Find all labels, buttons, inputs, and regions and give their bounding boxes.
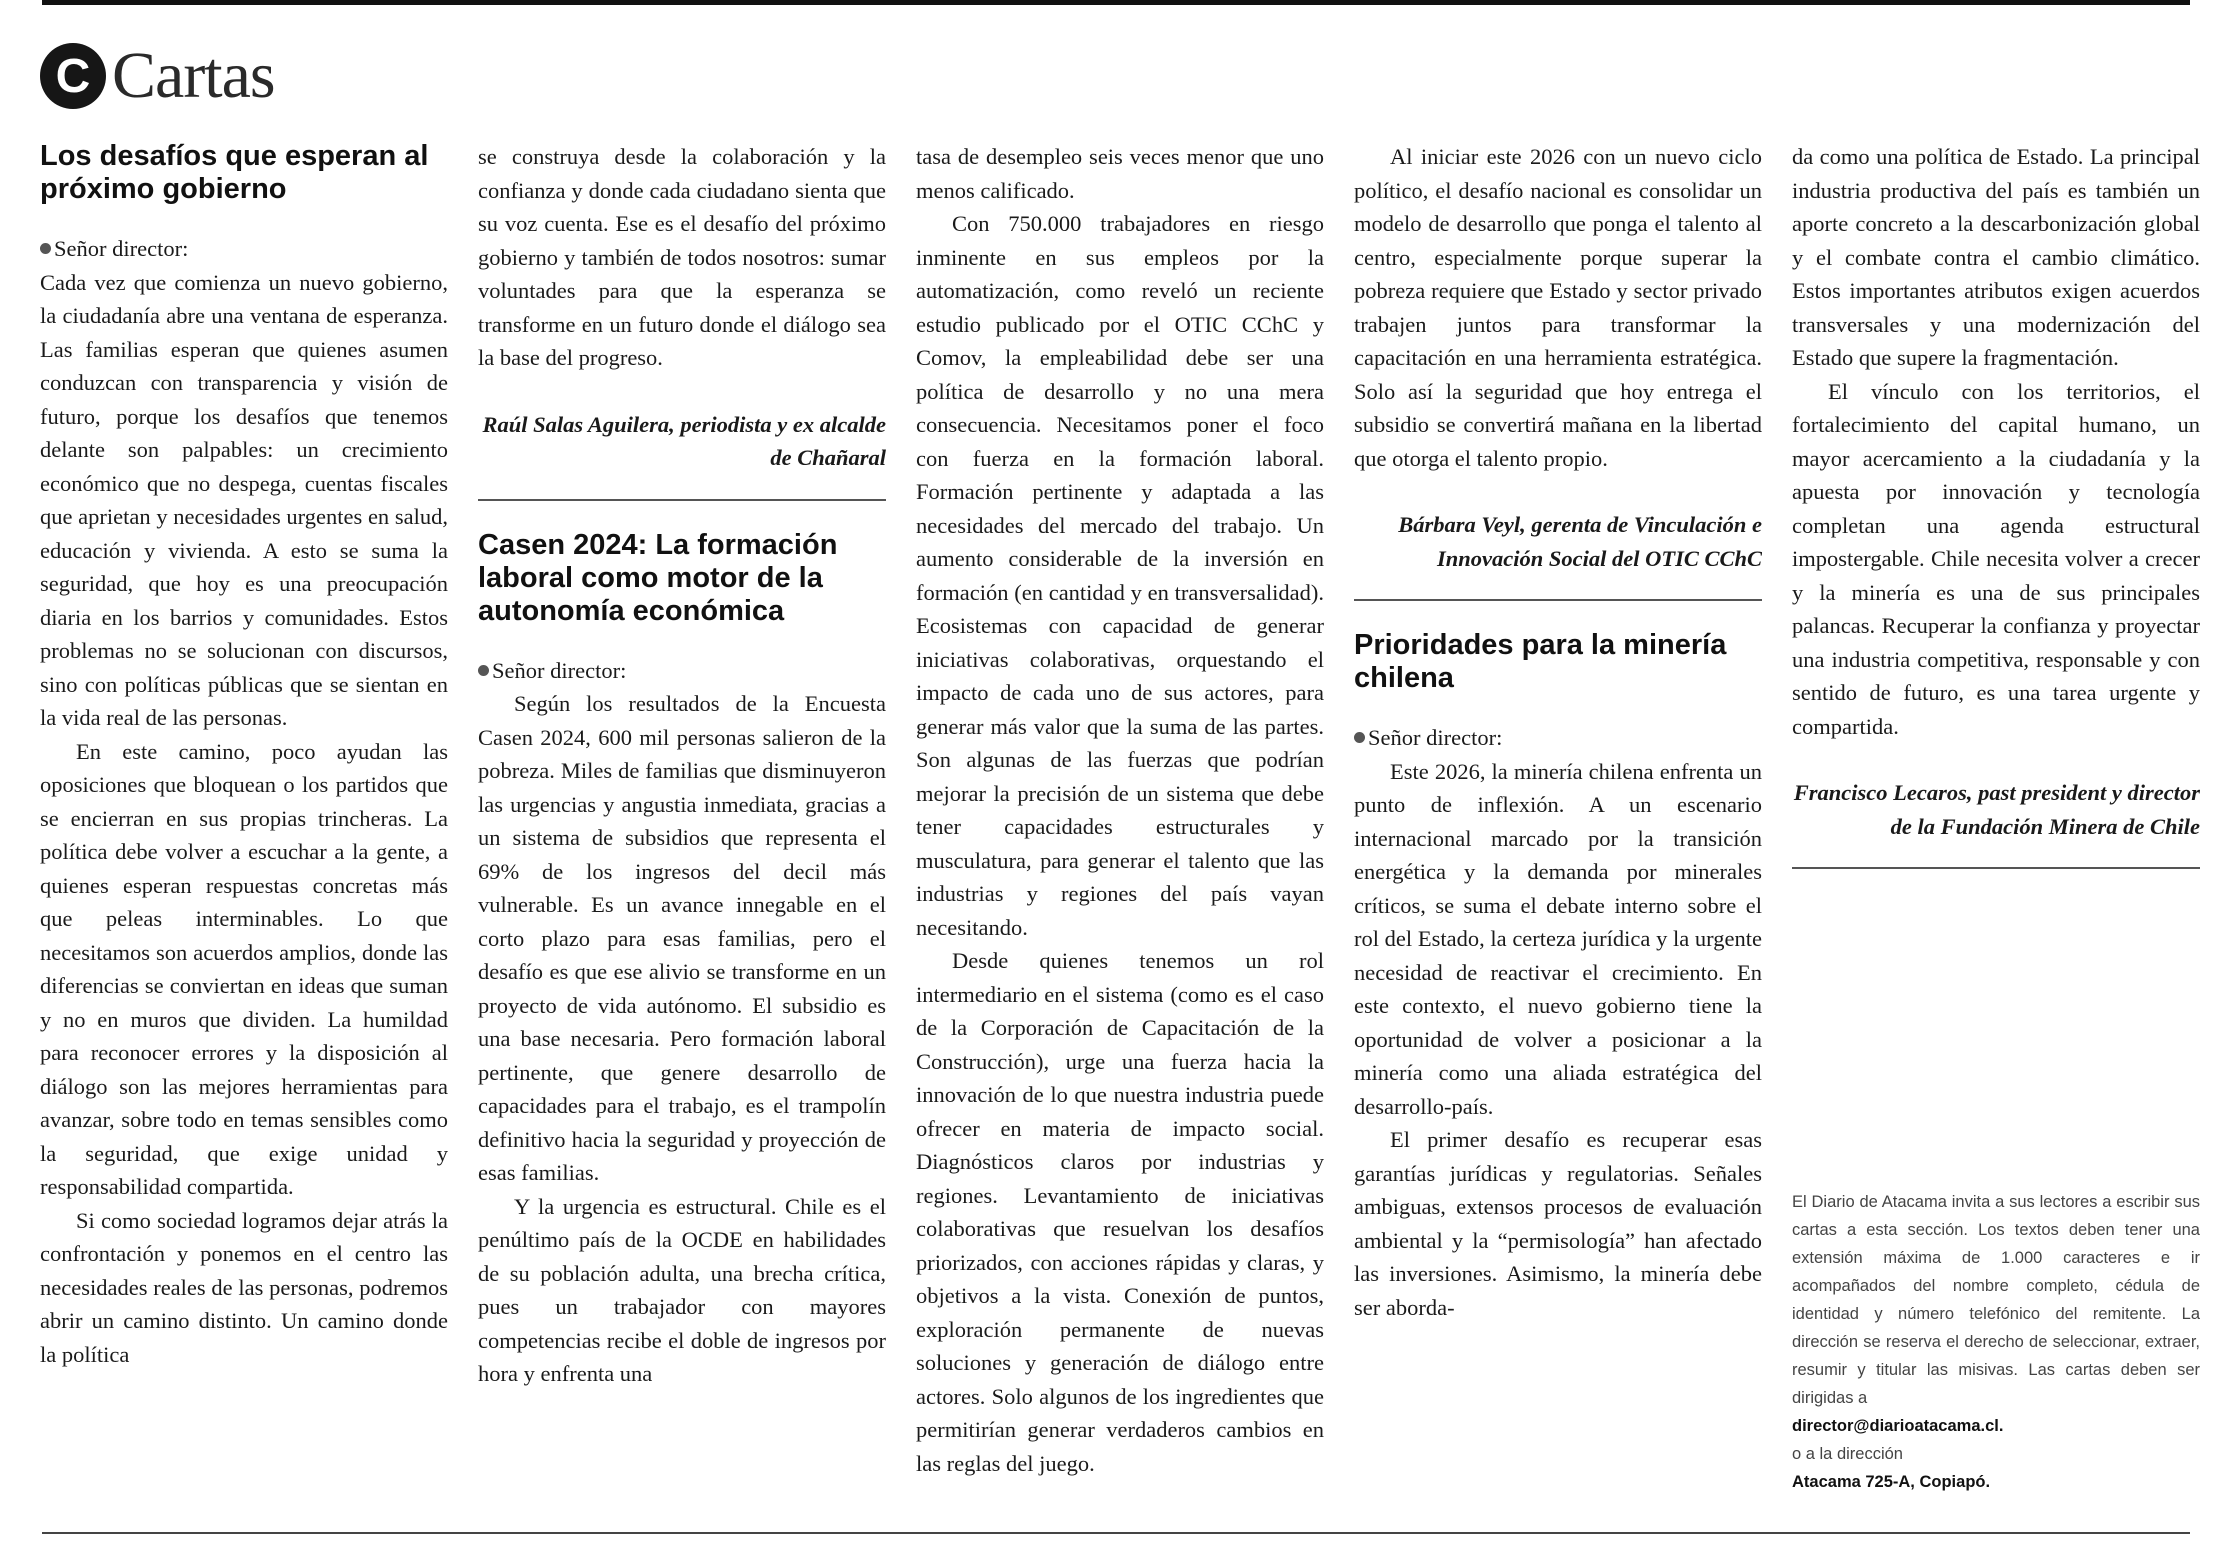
section-logo-icon: C bbox=[40, 43, 106, 109]
letter-3-paragraph: El vínculo con los territorios, el fortalecimiento del capital humano, un mayor acercamiento a la ciudadanía y la apuesta por innovación y tecnología completan una agenda estructural impostergable. Chile necesita volver a crecer y la minería es una de sus principales palancas. Recuperar la confianza y proyectar una industria competitiva, responsable y con sentido de futuro, es una tarea urgente y compartida. bbox=[1792, 378, 2200, 739]
submission-notice-address: Atacama 725-A, Copiapó. bbox=[1792, 1473, 1991, 1491]
letter-1-signature: Raúl Salas Aguilera, periodista y ex alcalde de Chañaral bbox=[482, 411, 886, 470]
letter-2-paragraph: Desde quienes tenemos un rol intermediario en el sistema (como es el caso de la Corporación de Capacitación de la Construcción), urge una fuerza hacia la innovación de lo que nuestra industria puede ofrecer en materia de impacto social. Diagnósticos claros por industrias y regiones. Levantamiento de iniciativas colaborativas que resuelvan los desafíos priorizados, con acciones rápidas y claras, y objetivos a la vista. Conexión de puntos, exploración permanente de nuevas soluciones y generación de diálogo entre actores. Solo algunos de los ingredientes que permitirían generar verdaderos cambios en las reglas del juego. bbox=[916, 948, 1324, 1476]
letter-2-signature: Bárbara Veyl, gerenta de Vinculación e Innovación Social del OTIC CChC bbox=[1398, 512, 1762, 571]
letter-1-headline: Los desafíos que esperan al próximo gobierno bbox=[40, 140, 429, 205]
bullet-icon bbox=[40, 243, 51, 254]
column-4 bbox=[1354, 140, 1762, 1520]
submission-notice-text: El Diario de Atacama invita a sus lectores a escribir sus cartas a esta sección. Los textos deben tener una extensión máxima de 1.000 caracteres e ir acompañados del nombre completo, cédula de identidad y número telefónico del remitente. La dirección se reserva el derecho de seleccionar, extraer, resumir y titular las misivas. Las cartas deben ser dirigidas a bbox=[1792, 1193, 2200, 1407]
letter-1-paragraph: En este camino, poco ayudan las oposiciones que bloquean o los partidos que se encierran en sus propias trincheras. La política debe volver a escuchar a la gente, a quienes esperan respuestas concretas más que peleas interminables. Lo que necesitamos son acuerdos amplios, donde las diferencias se conviertan en ideas que suman y no en muros que dividen. La humildad para reconocer errores y la disposición al diálogo son las mejores herramientas para avanzar, sobre todo en temas sensibles como la seguridad, que exige unidad y responsabilidad compartida. bbox=[40, 738, 448, 1199]
letter-divider bbox=[478, 499, 886, 501]
letter-1-paragraph: Cada vez que comienza un nuevo gobierno, la ciudadanía abre una ventana de esperanza. Las familias esperan que quienes asumen conduzcan con transparencia y visión de futuro, porque los desafíos que tenemos delante son palpables: un crecimiento económico que no despega, cuentas fiscales que aprietan y necesidades urgentes en salud, educación y vivienda. A esto se suma la seguridad, que hoy es una preocupación diaria en los barrios y comunidades. Estos problemas no se solucionan con discursos, sino con políticas públicas que se sientan en la vida real de las personas. bbox=[40, 269, 448, 730]
letter-2-headline: Casen 2024: La formación laboral como motor de la autonomía económica bbox=[478, 528, 838, 627]
column-2 bbox=[478, 140, 886, 1520]
bottom-rule bbox=[42, 1532, 2190, 1534]
bullet-icon bbox=[478, 665, 489, 676]
submission-notice bbox=[1792, 1188, 2200, 1496]
column-3 bbox=[916, 140, 1324, 1520]
submission-notice-address-intro: o a la dirección bbox=[1792, 1445, 1903, 1463]
letter-1-paragraph-continued: se construya desde la colaboración y la confianza y donde cada ciudadano sienta que su voz cuenta. Ese es el desafío del próximo gobierno y también de todos nosotros: sumar voluntades para que la esperanza se transforme en un futuro donde el diálogo sea la base del progreso. bbox=[478, 144, 886, 370]
section-header bbox=[40, 38, 275, 114]
letter-3-paragraph: Este 2026, la minería chilena enfrenta un punto de inflexión. A un escenario internacional marcado por la transición energética y la demanda por minerales críticos, se suma el debate interno sobre el rol del Estado, la certeza jurídica y la urgente necesidad de reactivar el crecimiento. En este contexto, el nuevo gobierno tiene la oportunidad de volver a posicionar a la minería como una aliada estratégica del desarrollo-país. bbox=[1354, 758, 1762, 1119]
letter-divider bbox=[1354, 599, 1762, 601]
letter-2-paragraph: Al iniciar este 2026 con un nuevo ciclo político, el desafío nacional es consolidar un modelo de desarrollo que ponga el talento al centro, especialmente porque superar la pobreza requiere que Estado y sector privado trabajen juntos para transformar la capacitación en una herramienta estratégica. Solo así la seguridad que hoy entrega el subsidio se convertirá mañana en la libertad que otorga el talento propio. bbox=[1354, 144, 1762, 471]
letter-2-salutation: Señor director: bbox=[478, 654, 886, 688]
letter-3-salutation: Señor director: bbox=[1354, 721, 1762, 755]
letter-3-headline: Prioridades para la minería chilena bbox=[1354, 629, 1727, 694]
letter-1-salutation: Señor director: bbox=[40, 232, 448, 266]
letter-3-paragraph: El primer desafío es recuperar esas garantías jurídicas y regulatorias. Señales ambiguas, extensos procesos de evaluación ambiental y la “permisología” han afectado las inversiones. Asimismo, la minería debe ser aborda- bbox=[1354, 1127, 1762, 1320]
top-rule bbox=[42, 0, 2190, 5]
letter-2-paragraph-continued: tasa de desempleo seis veces menor que uno menos calificado. bbox=[916, 144, 1324, 203]
section-title: Cartas bbox=[112, 39, 275, 112]
bullet-icon bbox=[1354, 732, 1365, 743]
letter-2-paragraph: Con 750.000 trabajadores en riesgo inminente en sus empleos por la automatización, como reveló un reciente estudio publicado por el OTIC CChC y Comov, la empleabilidad debe ser una política de desarrollo y no una mera consecuencia. Necesitamos poner el foco con fuerza en la formación laboral. Formación pertinente y adaptada a las necesidades del mercado del trabajo. Un aumento considerable de la inversión en formación (en cantidad y en transversalidad). Ecosistemas con capacidad de generar iniciativas colaborativas, orquestando el impacto de cada uno de sus actores, para generar más valor que la suma de las partes. Son algunas de las fuerzas que podrían mejorar la precisión de un sistema que debe tener capacidades estructurales y musculatura, para generar el talento que las industrias y regiones del país vayan necesitando. bbox=[916, 211, 1324, 940]
letter-2-paragraph: Y la urgencia es estructural. Chile es el penúltimo país de la OCDE en habilidades de su población adulta, una brecha crítica, pues un trabajador con mayores competencias recibe el doble de ingresos por hora y enfrenta una bbox=[478, 1193, 886, 1386]
letter-1-paragraph: Si como sociedad logramos dejar atrás la confrontación y ponemos en el centro las necesidades reales de las personas, podremos abrir un camino distinto. Un camino donde la política bbox=[40, 1207, 448, 1367]
letter-3-paragraph-continued: da como una política de Estado. La principal industria productiva del país es también un aporte concreto a la descarbonización global y el combate contra el cambio climático. Estos importantes atributos exigen acuerdos transversales y una modernización del Estado que supere la fragmentación. bbox=[1792, 144, 2200, 370]
column-1 bbox=[40, 140, 448, 1520]
column-5 bbox=[1792, 140, 2200, 1520]
submission-notice-email: director@diarioatacama.cl. bbox=[1792, 1417, 2004, 1435]
letter-divider bbox=[1792, 867, 2200, 869]
letter-2-paragraph: Según los resultados de la Encuesta Casen 2024, 600 mil personas salieron de la pobreza. Miles de familias que disminuyeron las urgencias y angustia inmediata, gracias a un sistema de subsidios que representa el 69% de los ingresos del decil más vulnerable. Es un avance innegable en el corto plazo para esas familias, pero el desafío es que ese alivio se transforme en un proyecto de vida autónomo. El subsidio es una base necesaria. Pero formación laboral pertinente, que genere desarrollo de capacidades para el trabajo, es el trampolín definitivo hacia la seguridad y proyección de esas familias. bbox=[478, 691, 886, 1185]
letter-3-signature: Francisco Lecaros, past president y director de la Fundación Minera de Chile bbox=[1793, 780, 2200, 839]
